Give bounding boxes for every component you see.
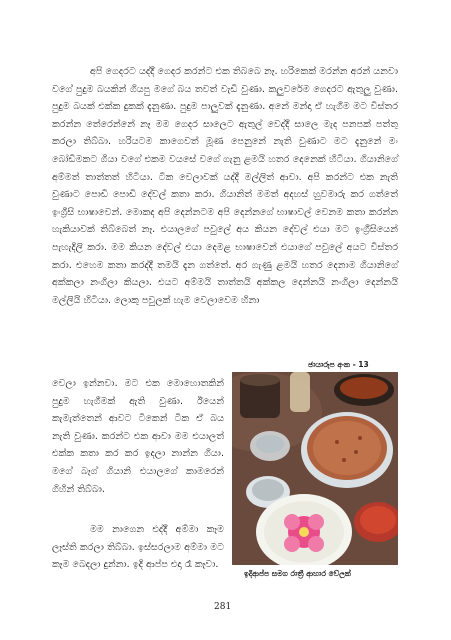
body-text [52, 63, 398, 309]
paragraph-text: මම නාගෙන එද්දී අම්මා කෑම ලෑස්ති කරලා තිබ්බා. ඉස්සරලාම අම්මා මට කෑම බෙදලා දුන්නා. ඉදි ආප්ප එදා රෑ කෑවා. [52, 524, 224, 571]
figure-number-caption: ඡායාරූප අංක - 13 [308, 360, 369, 369]
paragraph [52, 521, 224, 574]
food-photo [232, 372, 398, 565]
photo-caption: ඉදිආප්ප සමග රාත්‍රී ආහාර වේලක් [244, 569, 351, 578]
food-photo-illustration [232, 372, 398, 565]
paragraph: අපි ගෙදරට යද්දී ගෙදර කරන්ට එක තිබබෙ නෑ. හරිකෙක් මරන්න අරන් යනවා වගේ පුදුම බයකින් ගියපු මගේ බය තවත් වැඩි වුණා. කලුවරේම ගෙදරට ඇතුලු වුණා. පුදුම බයක් එක්ක දුකක් දැනුණා. පුදුම පාලුවක් දැනුණා. අනේ මන්දා ඒ හැගීම මට විස්තර කරන්න තේරෙන්නේ නෑ මම ගෙදර සාලෙට ඇතුල් වෙද්දී සාලෙ මැද පනපක් පත්තු කරලා තිබ්බා. හරියටම කාගෙවත් මූණ පෙනුනේ නැති වුණාට මට දැනුනේ මං බෝඩිමකට ගියා වගේ එකම වයසේ වගේ ගැනු ළමයි හතර දෙනෙක් හිටියා. ගියානිගේ අම්මත් තාත්තත් හිටියා. ටික වෙලාවක් යද්දී මල්ලිත් ආවා. අපි කරන්ට එක නැති වුණාට පොඩි පොඩි දේවල් කතා කරා. ගියානිත් මමත් අදහස් හුවමාරු කර ගත්තේ ඉංග්‍රීසි භාෂාවෙන්. මොකද අපි දෙන්නටම අපි දෙන්නගේ භාෂාවල් වෙනම කතා කරන්න හැකියාවක් තිබ්බෙත් නෑ. එයාලගේ පවුලේ අය කියන දේවල් එයා මට ඉංග්‍රීසියෙන් පැහැදිලි කරා. මම කියන දේවල් එයා දෙමළ භාෂාවෙන් එයාගේ පවුලේ අයට විස්තර කරා. එහෙම කතා කරද්දී තමයි දැන ගත්තේ. අර ගැණු ළමයි හතර දෙනාම ගියානිගේ අක්කලා නංගිලා කියලා. එයට අම්මයි තාත්තයි අක්කල දෙන්නයි නංගිලා දෙන්නයි මල්ලියි හිටියා. ලොකු පවුලක් හැම වෙලාවෙම හිනා [52, 66, 398, 306]
page-number: 281 [214, 602, 232, 612]
wrapped-paragraph: වෙලා ඉන්නවා. මට එක මොහොතකින් පුදුම හැගීමක් ඇති වුණා. ඊයෙන් කැමැත්තෙන් ආවට ටිකෙන් ටික ඒ බය නැති වුණා. කරන්ට එක ආවා මම එයාලත් එක්ක කතා කර කර ඉදලා නාන්න ගියා. මගේ බෑග් ගියානි එයාලගේ කාමරෙන් ගිහින් තිබ්බා. [52, 378, 224, 495]
